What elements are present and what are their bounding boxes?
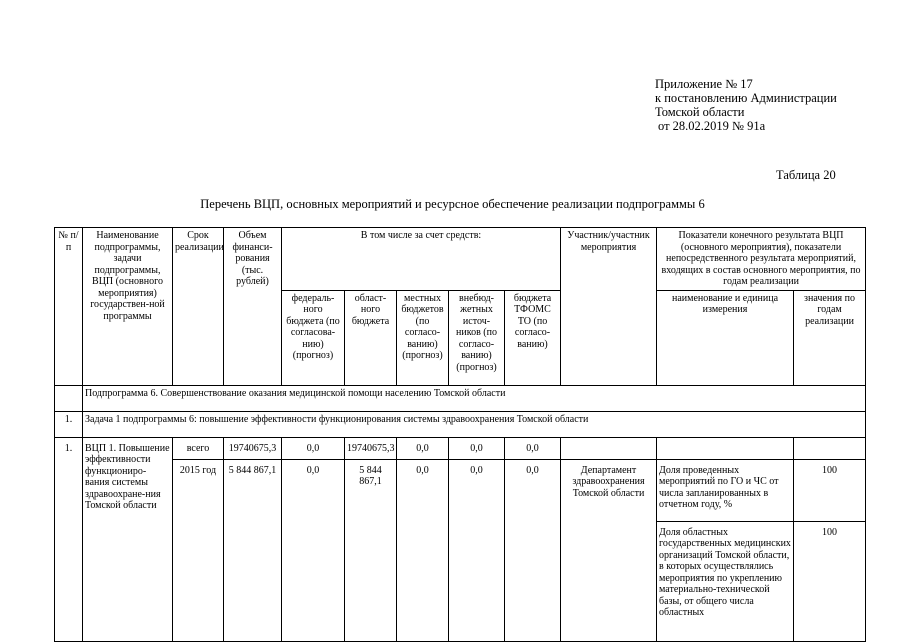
header-federal: федераль-ного бюджета (по согласова-нию) (прогноз) bbox=[282, 290, 345, 385]
appendix-line: к постановлению Администрации bbox=[655, 91, 837, 105]
appendix-line: от 28.02.2019 № 91а bbox=[658, 119, 766, 133]
indicator-empty bbox=[657, 437, 794, 459]
header-regional: област-ного бюджета bbox=[345, 290, 397, 385]
indicator-name-cell: Доля областных государственных медицинских организаций Томской области, в которых осуществлялись мероприятия по укреплению материально-технической базы, от общего числа областных bbox=[657, 521, 794, 641]
appendix-line: Томской области bbox=[655, 105, 745, 119]
subprogram-num bbox=[55, 385, 83, 411]
header-term: Срок реализации bbox=[173, 228, 224, 386]
subprogram-row: Подпрограмма 6. Совершенствование оказания медицинской помощи населению Томской области bbox=[83, 385, 866, 411]
vcp-num: 1. bbox=[55, 437, 83, 641]
volume-cell: 5 844 867,1 bbox=[224, 459, 282, 641]
tfoms-cell: 0,0 bbox=[505, 459, 561, 641]
header-local: местных бюджетов (по согласо-ванию) (прогноз) bbox=[397, 290, 449, 385]
indicator-value-empty bbox=[794, 437, 866, 459]
header-indicators: Показатели конечного результата ВЦП (основного мероприятия), показатели непосредственного результата мероприятий, входящих в состав основного мероприятия, по годам реализации bbox=[657, 228, 866, 291]
appendix-line: Приложение № 17 bbox=[655, 77, 753, 91]
regional-cell: 19740675,3 bbox=[345, 437, 397, 459]
header-name: Наименование подпрограммы, задачи подпрограммы, ВЦП (основного мероприятия) государствен-ной программы bbox=[83, 228, 173, 386]
extra-cell: 0,0 bbox=[449, 437, 505, 459]
term-cell: 2015 год bbox=[173, 459, 224, 641]
task-row: Задача 1 подпрограммы 6: повышение эффективности функционирования системы здравоохранения Томской области bbox=[83, 411, 866, 437]
header-indicator-name: наименование и единица измерения bbox=[657, 290, 794, 385]
header-num: № п/п bbox=[55, 228, 83, 386]
indicator-value-cell: 100 bbox=[794, 521, 866, 641]
indicator-name-cell: Доля проведенных мероприятий по ГО и ЧС от числа запланированных в отчетном году, % bbox=[657, 459, 794, 521]
participant-empty bbox=[561, 437, 657, 459]
header-participant: Участник/участник мероприятия bbox=[561, 228, 657, 386]
vcp-name: ВЦП 1. Повышение эффективности функциониро-вания системы здравоохране-ния Томской области bbox=[83, 437, 173, 641]
header-indicator-values: значения по годам реализации bbox=[794, 290, 866, 385]
header-tfoms: бюджета ТФОМС ТО (по согласо-ванию) bbox=[505, 290, 561, 385]
tfoms-cell: 0,0 bbox=[505, 437, 561, 459]
federal-cell: 0,0 bbox=[282, 459, 345, 641]
federal-cell: 0,0 bbox=[282, 437, 345, 459]
appendix-block bbox=[655, 77, 837, 133]
header-including: В том числе за счет средств: bbox=[282, 228, 561, 291]
local-cell: 0,0 bbox=[397, 437, 449, 459]
header-extra: внебюд-жетных источ-ников (по согласо-ванию) (прогноз) bbox=[449, 290, 505, 385]
header-volume: Объем финанси-рования (тыс. рублей) bbox=[224, 228, 282, 386]
table-label: Таблица 20 bbox=[776, 168, 836, 182]
indicator-value-cell: 100 bbox=[794, 459, 866, 521]
main-table bbox=[54, 227, 866, 642]
extra-cell: 0,0 bbox=[449, 459, 505, 641]
document-title: Перечень ВЦП, основных мероприятий и ресурсное обеспечение реализации подпрограммы 6 bbox=[200, 197, 705, 211]
regional-cell: 5 844 867,1 bbox=[345, 459, 397, 641]
volume-cell: 19740675,3 bbox=[224, 437, 282, 459]
participant-cell: Департамент здравоохранения Томской области bbox=[561, 459, 657, 641]
task-num: 1. bbox=[55, 411, 83, 437]
local-cell: 0,0 bbox=[397, 459, 449, 641]
term-cell: всего bbox=[173, 437, 224, 459]
